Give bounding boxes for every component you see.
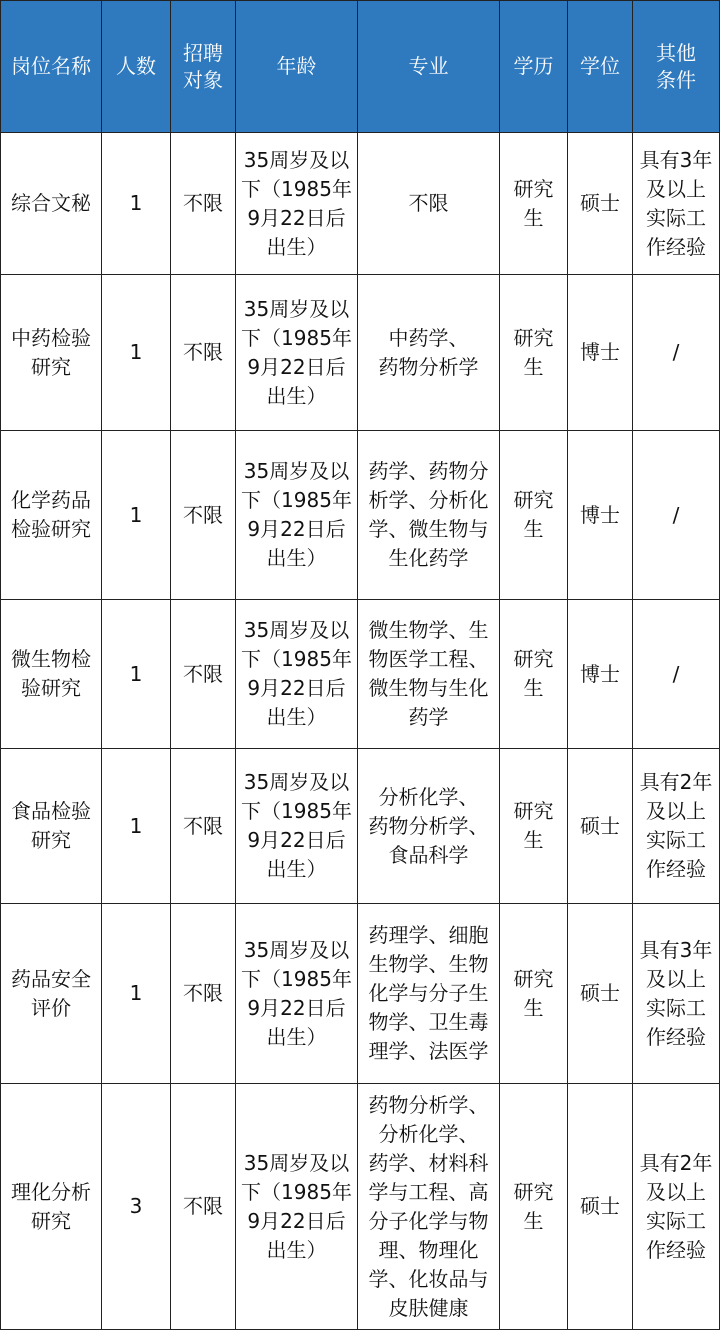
cell-text: 35周岁及以 下（1985年 9月22日后 出生） <box>241 618 352 729</box>
cell-other <box>633 1084 720 1330</box>
cell-position <box>1 431 102 600</box>
cell-text: 35周岁及以 下（1985年 9月22日后 出生） <box>241 459 352 570</box>
cell-text: 35周岁及以 下（1985年 9月22日后 出生） <box>241 770 352 881</box>
cell-text: 1 <box>129 813 143 838</box>
cell-age <box>236 749 358 904</box>
cell-count <box>102 431 171 600</box>
cell-text: 博士 <box>580 340 620 364</box>
cell-text: 中药学、 药物分析学 <box>378 325 479 379</box>
cell-text: 不限 <box>408 191 449 215</box>
cell-text: 不限 <box>183 340 223 364</box>
header-target: 招聘 对象 <box>171 1 236 133</box>
cell-other <box>633 600 720 749</box>
cell-text: 研究 生 <box>513 176 554 230</box>
cell-degree <box>568 904 633 1084</box>
cell-major <box>358 275 500 431</box>
cell-degree <box>568 275 633 431</box>
cell-age <box>236 431 358 600</box>
cell-text: 中药检验 研究 <box>11 325 91 379</box>
cell-text: 研究 生 <box>513 1179 554 1233</box>
cell-text: 1 <box>129 981 143 1005</box>
header-position: 岗位名称 <box>1 1 102 133</box>
cell-major <box>358 133 500 275</box>
cell-position <box>1 749 102 904</box>
cell-age <box>236 1084 358 1330</box>
cell-text: / <box>672 661 680 686</box>
cell-text: 不限 <box>183 1194 223 1218</box>
cell-major <box>358 431 500 600</box>
cell-age <box>236 275 358 431</box>
cell-degree <box>568 431 633 600</box>
cell-text: 硕士 <box>580 191 620 215</box>
cell-text: 博士 <box>580 502 620 527</box>
cell-education <box>500 431 568 600</box>
cell-text: 研究 生 <box>513 488 554 541</box>
header-major: 专业 <box>358 1 500 133</box>
cell-text: 1 <box>129 191 143 215</box>
cell-text: 化学药品 检验研究 <box>11 488 91 541</box>
cell-degree <box>568 749 633 904</box>
cell-text: 不限 <box>183 661 223 686</box>
cell-other <box>633 749 720 904</box>
cell-text: 分析化学、 药物分析学、 食品科学 <box>368 784 489 867</box>
cell-count <box>102 600 171 749</box>
table-row <box>1 275 720 431</box>
cell-text: 3 <box>129 1194 143 1218</box>
cell-text: 微生物检 验研究 <box>11 647 91 700</box>
table-row <box>1 600 720 749</box>
cell-position <box>1 904 102 1084</box>
cell-count <box>102 1084 171 1330</box>
cell-text: 研究 生 <box>513 647 554 700</box>
cell-other <box>633 133 720 275</box>
cell-text: 具有3年 及以上 实际工 作经验 <box>639 147 713 259</box>
cell-major <box>358 1084 500 1330</box>
cell-education <box>500 904 568 1084</box>
cell-target <box>171 1084 236 1330</box>
table-row <box>1 1084 720 1330</box>
cell-text: 1 <box>129 340 143 364</box>
cell-text: 硕士 <box>580 1194 620 1218</box>
cell-text: 药理学、细胞 生物学、生物 化学与分子生 物学、卫生毒 理学、法医学 <box>368 923 489 1063</box>
cell-degree <box>568 133 633 275</box>
cell-major <box>358 600 500 749</box>
cell-other <box>633 275 720 431</box>
cell-text: 35周岁及以 下（1985年 9月22日后 出生） <box>241 1150 352 1262</box>
cell-education <box>500 133 568 275</box>
cell-other <box>633 904 720 1084</box>
cell-degree <box>568 600 633 749</box>
header-other: 其他 条件 <box>633 1 720 133</box>
cell-education <box>500 275 568 431</box>
cell-text: 35周岁及以 下（1985年 9月22日后 出生） <box>241 147 352 259</box>
cell-other <box>633 431 720 600</box>
cell-text: 理化分析 研究 <box>11 1179 91 1233</box>
cell-count <box>102 904 171 1084</box>
cell-text: 药物分析学、 分析化学、 药学、材料科 学与工程、高 分子化学与物 理、物理化 学、化妆品与 皮肤健康 <box>368 1092 489 1320</box>
table-row <box>1 904 720 1084</box>
cell-count <box>102 749 171 904</box>
cell-degree <box>568 1084 633 1330</box>
header-row <box>1 1 720 133</box>
cell-text: 不限 <box>183 981 223 1005</box>
cell-education <box>500 600 568 749</box>
cell-text: 研究 生 <box>513 799 554 852</box>
cell-text: 研究 生 <box>513 325 554 379</box>
cell-text: 具有2年 及以上 实际工 作经验 <box>639 1150 713 1262</box>
cell-position <box>1 275 102 431</box>
cell-education <box>500 1084 568 1330</box>
cell-major <box>358 904 500 1084</box>
cell-text: 药品安全 评价 <box>11 966 91 1020</box>
cell-major <box>358 749 500 904</box>
header-education: 学历 <box>500 1 568 133</box>
cell-position <box>1 1084 102 1330</box>
cell-text: 具有3年 及以上 实际工 作经验 <box>639 937 713 1049</box>
cell-text: / <box>672 502 680 527</box>
cell-text: 不限 <box>183 502 223 527</box>
cell-text: 具有2年 及以上 实际工 作经验 <box>639 770 713 881</box>
cell-count <box>102 275 171 431</box>
table-row <box>1 749 720 904</box>
cell-target <box>171 904 236 1084</box>
cell-count <box>102 133 171 275</box>
cell-age <box>236 600 358 749</box>
cell-target <box>171 431 236 600</box>
cell-text: 不限 <box>183 813 223 838</box>
cell-text: 研究 生 <box>513 966 554 1020</box>
cell-age <box>236 904 358 1084</box>
cell-text: 1 <box>129 661 143 686</box>
table-row <box>1 133 720 275</box>
cell-text: 博士 <box>580 661 620 686</box>
cell-position <box>1 133 102 275</box>
cell-text: 食品检验 研究 <box>11 799 91 852</box>
cell-text: 综合文秘 <box>11 191 91 215</box>
cell-text: / <box>672 340 680 364</box>
header-age: 年龄 <box>236 1 358 133</box>
cell-text: 硕士 <box>580 813 620 838</box>
cell-age <box>236 133 358 275</box>
cell-target <box>171 749 236 904</box>
cell-position <box>1 600 102 749</box>
cell-text: 1 <box>129 502 143 527</box>
table-row <box>1 431 720 600</box>
cell-text: 微生物学、生 物医学工程、 微生物与生化 药学 <box>368 618 489 729</box>
cell-text: 35周岁及以 下（1985年 9月22日后 出生） <box>241 937 352 1049</box>
cell-text: 35周岁及以 下（1985年 9月22日后 出生） <box>241 296 352 408</box>
cell-text: 不限 <box>183 191 223 215</box>
cell-education <box>500 749 568 904</box>
cell-target <box>171 133 236 275</box>
header-count: 人数 <box>102 1 171 133</box>
header-degree: 学位 <box>568 1 633 133</box>
cell-target <box>171 275 236 431</box>
cell-target <box>171 600 236 749</box>
cell-text: 药学、药物分 析学、分析化 学、微生物与 生化药学 <box>368 459 489 570</box>
cell-text: 硕士 <box>580 981 620 1005</box>
